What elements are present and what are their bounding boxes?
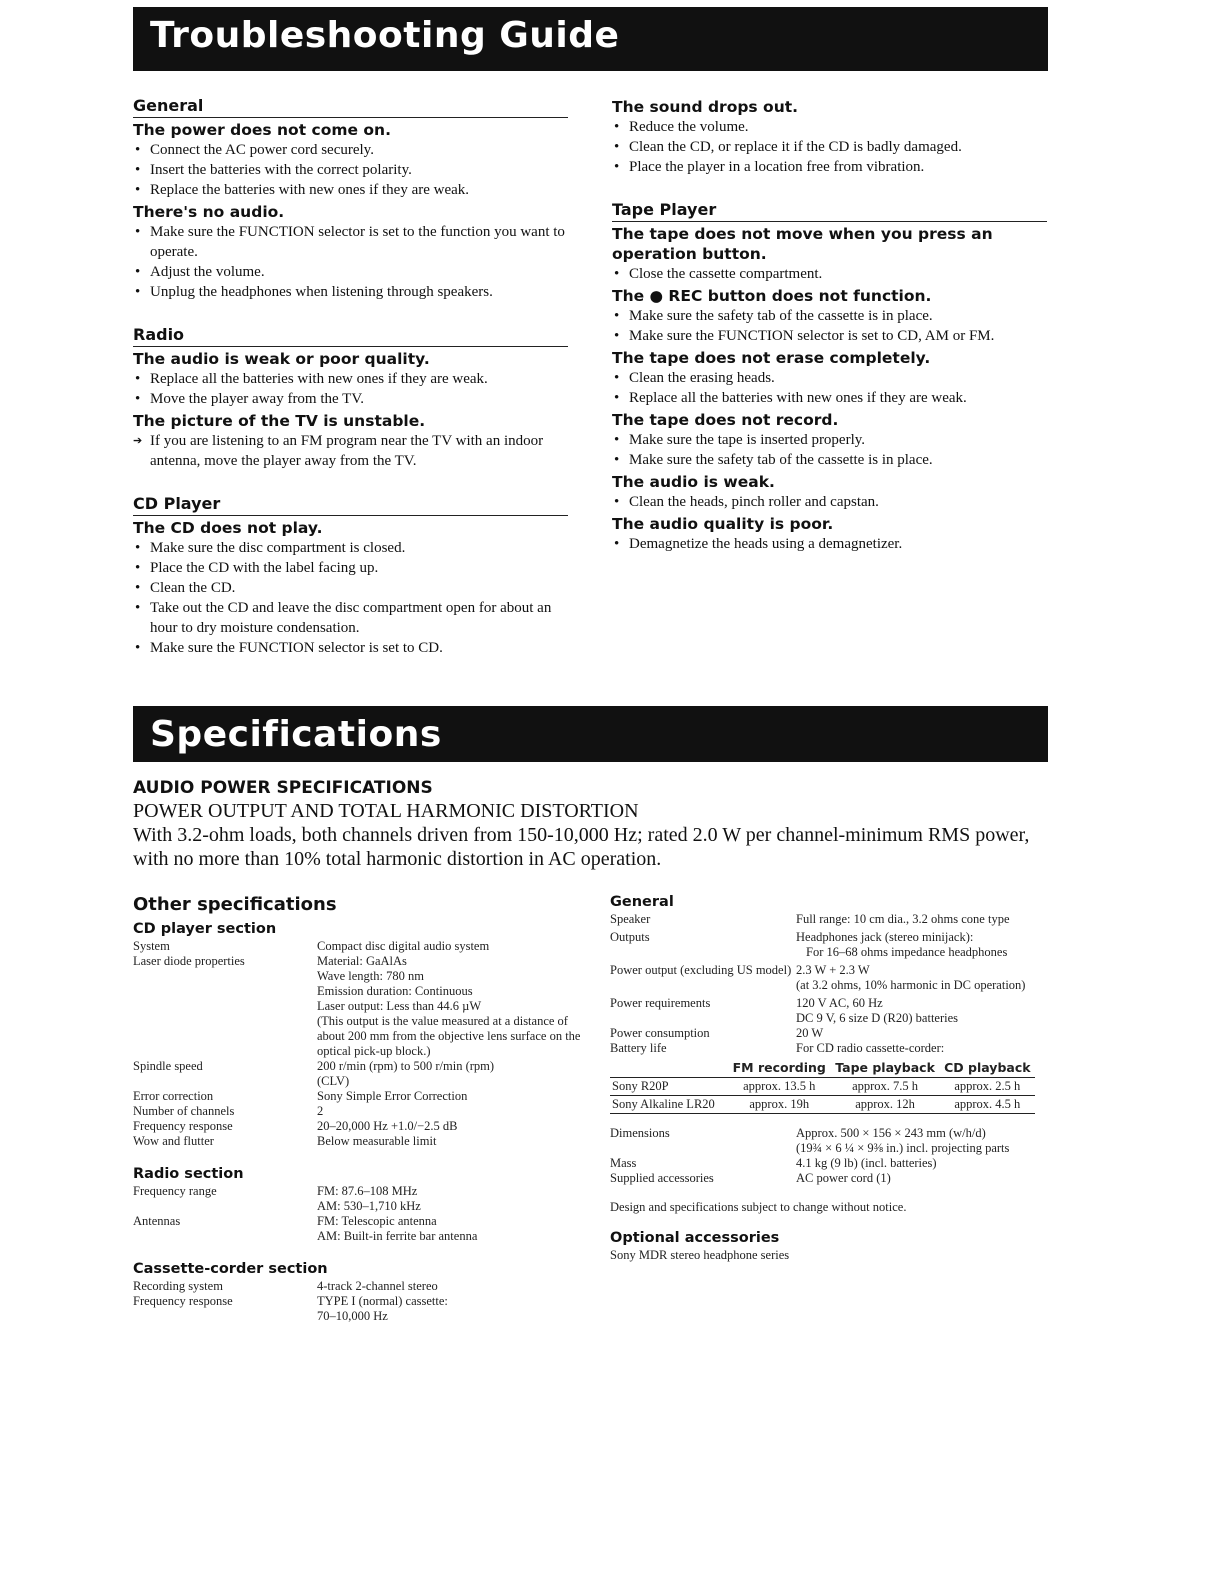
table-row	[610, 1096, 1035, 1114]
solution-item: • Replace all the batteries with new ones if they are weak.	[133, 369, 568, 389]
solution-item: • Clean the erasing heads.	[612, 368, 1047, 388]
section-tape-player: Tape Player	[612, 200, 1047, 222]
problem-title: The sound drops out.	[612, 98, 799, 116]
spec-row	[133, 1104, 593, 1119]
spec-line: DC 9 V, 6 size D (R20) batteries	[796, 1011, 959, 1025]
section-general: General	[133, 96, 568, 118]
spec-line: FM: 87.6–108 MHz	[317, 1184, 418, 1198]
notice-text: Design and specifications subject to change without notice.	[610, 1200, 907, 1214]
solution-list	[612, 492, 1047, 512]
table-header: FM recording	[732, 1060, 826, 1075]
solution-list	[612, 117, 1047, 177]
other-specifications-heading: Other specifications	[133, 894, 337, 915]
spec-row	[133, 1089, 593, 1104]
spec-value	[317, 1184, 593, 1214]
problem-title: The picture of the TV is unstable.	[133, 412, 426, 430]
solution-item: • Unplug the headphones when listening through speakers.	[133, 282, 568, 302]
spec-key: Outputs	[610, 930, 650, 944]
spec-row	[610, 1248, 1045, 1263]
spec-row	[133, 1134, 593, 1149]
spec-value: Compact disc digital audio system	[317, 939, 490, 953]
spec-value: 4.1 kg (9 lb) (incl. batteries)	[796, 1156, 937, 1170]
solution-list	[133, 369, 568, 409]
solution-list	[612, 430, 1047, 470]
spec-right-column	[610, 893, 1045, 1263]
spec-key: Battery life	[610, 1041, 667, 1055]
spec-key: Dimensions	[610, 1126, 670, 1140]
spec-key: Power consumption	[610, 1026, 710, 1040]
spec-value: Full range: 10 cm dia., 3.2 ohms cone type	[796, 912, 1010, 926]
problem-title: The audio quality is poor.	[612, 515, 834, 533]
solution-item: • Adjust the volume.	[133, 262, 568, 282]
problem-title: The ● REC button does not function.	[612, 287, 932, 305]
spec-line: TYPE I (normal) cassette:	[317, 1294, 448, 1308]
spec-line: (This output is the value measured at a distance of about 200 mm from the objective lens surface on the optical pick-up block.)	[317, 1014, 581, 1058]
spec-row	[133, 939, 593, 954]
troubleshooting-title: Troubleshooting Guide	[133, 7, 1048, 71]
spec-row	[610, 1171, 1045, 1186]
troubleshooting-right-column	[612, 96, 1047, 556]
spec-key: Wow and flutter	[133, 1134, 214, 1148]
spec-notice	[610, 1200, 1045, 1215]
spec-key: System	[133, 939, 170, 953]
spec-value: Sony Simple Error Correction	[317, 1089, 468, 1103]
solution-item: • Reduce the volume.	[612, 117, 1047, 137]
solution-item: • Make sure the FUNCTION selector is set to the function you want to operate.	[133, 222, 568, 262]
spec-key: Error correction	[133, 1089, 214, 1103]
spec-row	[610, 963, 1045, 993]
solution-item: • Clean the heads, pinch roller and capstan.	[612, 492, 1047, 512]
solution-item: • Clean the CD, or replace it if the CD is badly damaged.	[612, 137, 1047, 157]
spec-row	[133, 1119, 593, 1134]
spec-value	[317, 1214, 593, 1244]
spec-key: Mass	[610, 1156, 637, 1170]
solution-item: • Make sure the safety tab of the cassette is in place.	[612, 306, 1047, 326]
audio-power-specifications	[133, 777, 1048, 871]
spec-line: AM: Built-in ferrite bar antenna	[317, 1229, 478, 1243]
solution-list	[612, 368, 1047, 408]
solution-item: • Take out the CD and leave the disc compartment open for about an hour to dry moisture condensation.	[133, 598, 568, 638]
spec-line: (CLV)	[317, 1074, 350, 1088]
troubleshooting-left-column	[133, 96, 568, 660]
table-cell: Sony R20P	[610, 1078, 728, 1096]
spec-row	[610, 1041, 1045, 1056]
solution-item: • Insert the batteries with the correct polarity.	[133, 160, 568, 180]
table-header-empty	[610, 1060, 728, 1078]
solution-list	[133, 140, 568, 200]
spec-line: Wave length: 780 nm	[317, 969, 424, 983]
spec-row	[610, 1156, 1045, 1171]
solution-list	[133, 431, 568, 471]
spec-row	[610, 930, 1045, 960]
spec-row	[133, 1294, 593, 1324]
problem-title: There's no audio.	[133, 203, 285, 221]
spec-line: For 16–68 ohms impedance headphones	[806, 945, 1008, 959]
spec-value	[317, 1294, 593, 1324]
spec-line: 120 V AC, 60 Hz	[796, 996, 883, 1010]
spec-key: Frequency response	[133, 1294, 233, 1308]
spec-value	[796, 930, 1045, 960]
solution-item: • Replace all the batteries with new ones if they are weak.	[612, 388, 1047, 408]
table-cell: approx. 13.5 h	[728, 1078, 830, 1096]
general-section-title: General	[610, 894, 674, 910]
spec-line: Emission duration: Continuous	[317, 984, 473, 998]
problem-title: The tape does not record.	[612, 411, 839, 429]
table-cell: approx. 2.5 h	[940, 1078, 1035, 1096]
spec-line: FM: Telescopic antenna	[317, 1214, 437, 1228]
spec-line: 2.3 W + 2.3 W	[796, 963, 870, 977]
section-radio: Radio	[133, 325, 568, 347]
spec-row	[610, 1126, 1045, 1156]
spec-line: Headphones jack (stereo minijack):	[796, 930, 974, 944]
spec-key: Power requirements	[610, 996, 711, 1010]
spec-line: AM: 530–1,710 kHz	[317, 1199, 421, 1213]
problem-title: The tape does not move when you press an operation button.	[612, 225, 993, 263]
section-cd-player: CD Player	[133, 494, 568, 516]
spec-left-column	[133, 920, 593, 1324]
spec-key: Recording system	[133, 1279, 223, 1293]
solution-item: • Place the player in a location free from vibration.	[612, 157, 1047, 177]
solution-list	[133, 538, 568, 658]
spec-row	[133, 1059, 593, 1089]
problem-title: The power does not come on.	[133, 121, 391, 139]
spec-line: Power output	[610, 963, 678, 977]
spec-value	[796, 1126, 1045, 1156]
spec-value: Below measurable limit	[317, 1134, 437, 1148]
spec-line: (19¾ × 6 ¼ × 9⅜ in.) incl. projecting parts	[796, 1141, 1010, 1155]
table-header-row	[610, 1060, 1035, 1078]
solution-item: • Make sure the FUNCTION selector is set to CD.	[133, 638, 568, 658]
spec-key: Speaker	[610, 912, 651, 926]
table-cell: approx. 7.5 h	[830, 1078, 939, 1096]
spec-key: Frequency range	[133, 1184, 217, 1198]
spec-key: Antennas	[133, 1214, 181, 1228]
spec-line: 200 r/min (rpm) to 500 r/min (rpm)	[317, 1059, 495, 1073]
solution-item: • Connect the AC power cord securely.	[133, 140, 568, 160]
spec-value: 4-track 2-channel stereo	[317, 1279, 438, 1293]
spec-row	[610, 1026, 1045, 1041]
spec-line: Laser output: Less than 44.6 µW	[317, 999, 482, 1013]
spec-line: 70–10,000 Hz	[317, 1309, 388, 1323]
table-cell: approx. 19h	[728, 1096, 830, 1114]
battery-life-table	[610, 1060, 1035, 1114]
spec-key: Supplied accessories	[610, 1171, 714, 1185]
audio-power-text: With 3.2-ohm loads, both channels driven from 150-10,000 Hz; rated 2.0 W per channel-minimum RMS power, with no more than 10% total harmonic distortion in AC operation.	[133, 824, 1030, 870]
solution-item: • Make sure the safety tab of the cassette is in place.	[612, 450, 1047, 470]
solution-item: • Make sure the FUNCTION selector is set to CD, AM or FM.	[612, 326, 1047, 346]
spec-row	[133, 1184, 593, 1214]
spec-key: Frequency response	[133, 1119, 233, 1133]
radio-section-title: Radio section	[133, 1166, 244, 1182]
solution-list	[612, 306, 1047, 346]
tip-item: ➔ If you are listening to an FM program near the TV with an indoor antenna, move the player away from the TV.	[133, 431, 568, 471]
solution-list	[612, 264, 1047, 284]
spec-row	[133, 954, 593, 1059]
solution-list	[133, 222, 568, 302]
spec-value	[796, 996, 1045, 1026]
spec-value: 20–20,000 Hz +1.0/−2.5 dB	[317, 1119, 458, 1133]
solution-item: • Make sure the tape is inserted properly.	[612, 430, 1047, 450]
solution-item: • Demagnetize the heads using a demagnetizer.	[612, 534, 1047, 554]
spec-row	[133, 1279, 593, 1294]
table-cell: Sony Alkaline LR20	[610, 1096, 728, 1114]
problem-title: The audio is weak or poor quality.	[133, 350, 430, 368]
audio-power-heading: AUDIO POWER SPECIFICATIONS	[133, 778, 433, 798]
specifications-title: Specifications	[133, 706, 1048, 762]
optional-accessories-text: Sony MDR stereo headphone series	[610, 1248, 790, 1262]
spec-key	[610, 963, 796, 993]
problem-title: The tape does not erase completely.	[612, 349, 931, 367]
spec-key: Laser diode properties	[133, 954, 245, 968]
spec-line: (at 3.2 ohms, 10% harmonic in DC operation)	[796, 978, 1026, 992]
spec-row	[610, 912, 1045, 927]
spec-value: For CD radio cassette-corder:	[796, 1041, 945, 1055]
cassette-section-title: Cassette-corder section	[133, 1261, 328, 1277]
solution-item: • Move the player away from the TV.	[133, 389, 568, 409]
solution-item: • Clean the CD.	[133, 578, 568, 598]
spec-value: 2	[317, 1104, 324, 1118]
problem-title: The CD does not play.	[133, 519, 323, 537]
spec-value	[317, 1059, 593, 1089]
spec-row	[610, 996, 1045, 1026]
solution-item: • Place the CD with the label facing up.	[133, 558, 568, 578]
spec-line: (excluding US model)	[680, 963, 792, 977]
spec-value	[796, 963, 1045, 993]
solution-item: • Make sure the disc compartment is closed.	[133, 538, 568, 558]
spec-value	[317, 954, 593, 1059]
spec-line: Approx. 500 × 156 × 243 mm (w/h/d)	[796, 1126, 986, 1140]
audio-power-subheading: POWER OUTPUT AND TOTAL HARMONIC DISTORTION	[133, 800, 639, 822]
optional-accessories-title: Optional accessories	[610, 1230, 780, 1246]
spec-key: Number of channels	[133, 1104, 235, 1118]
spec-line: Material: GaAlAs	[317, 954, 407, 968]
problem-title: The audio is weak.	[612, 473, 775, 491]
table-cell: approx. 4.5 h	[940, 1096, 1035, 1114]
cd-player-section-title: CD player section	[133, 921, 277, 937]
spec-value: AC power cord (1)	[796, 1171, 891, 1185]
solution-item: • Replace the batteries with new ones if they are weak.	[133, 180, 568, 200]
table-row	[610, 1078, 1035, 1096]
spec-value: 20 W	[796, 1026, 824, 1040]
table-header: Tape playback	[835, 1060, 935, 1075]
solution-list	[612, 534, 1047, 554]
table-cell: approx. 12h	[830, 1096, 939, 1114]
spec-row	[133, 1214, 593, 1244]
spec-key: Spindle speed	[133, 1059, 203, 1073]
table-header: CD playback	[944, 1060, 1031, 1075]
solution-item: • Close the cassette compartment.	[612, 264, 1047, 284]
